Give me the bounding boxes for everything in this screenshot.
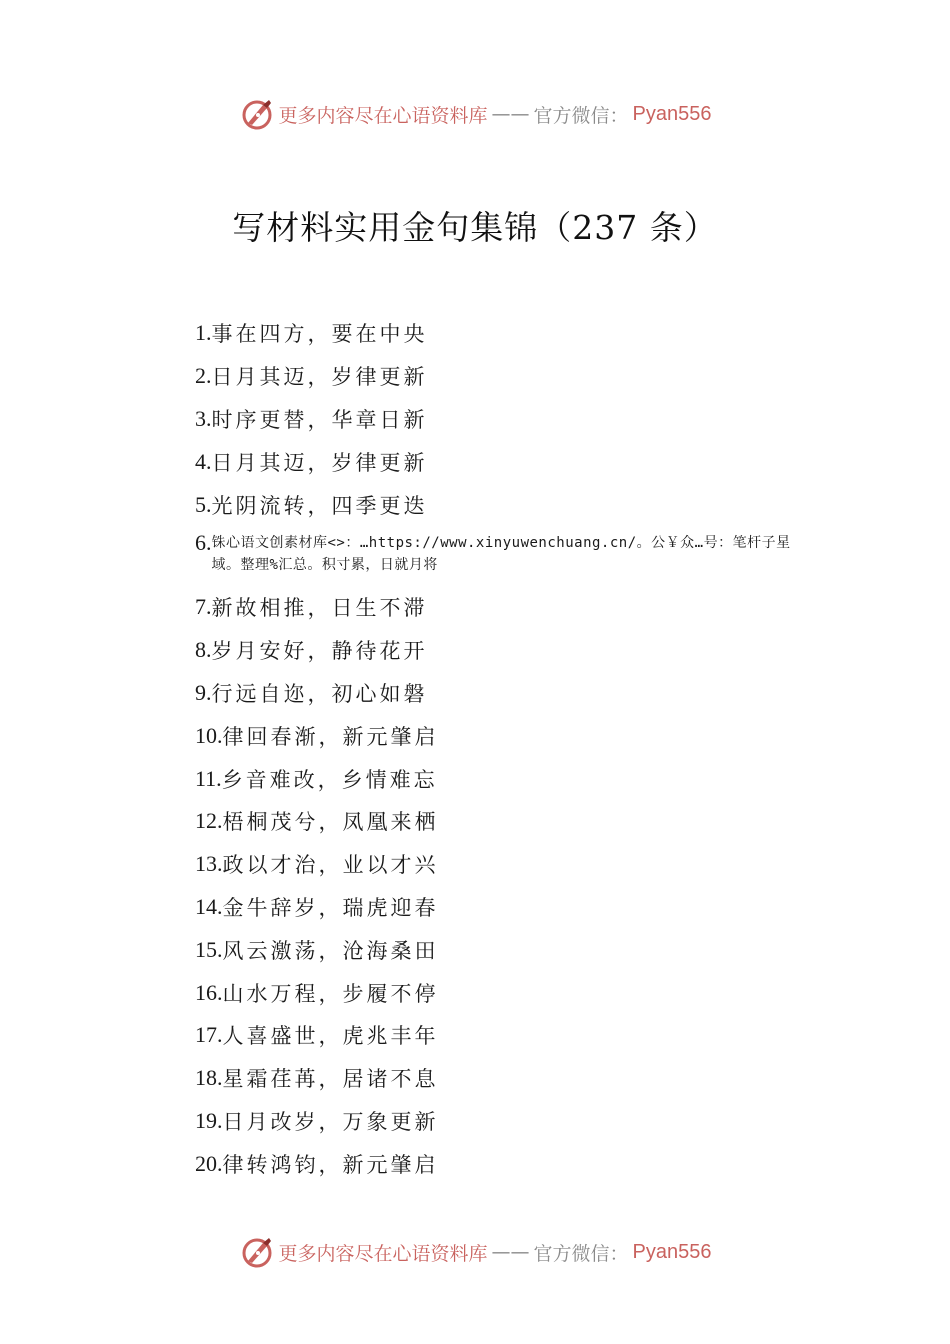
list-item-text: 日月其迈，岁律更新 [211,450,428,475]
list-item-number: 18. [195,1065,223,1091]
banner-dash: —— [491,1241,530,1263]
list-item-number: 11. [195,765,222,791]
list-item-text: 政以才治，业以才兴 [222,853,439,878]
list-item-text: 光阴流转，四季更迭 [211,493,428,518]
document-title: 写材料实用金句集锦（237 条） [232,208,718,247]
quote-list [195,312,835,1185]
list-item [195,1100,835,1143]
list-item-number: 4. [195,448,212,474]
list-item-number: 6. [195,529,212,555]
footer-banner-content [239,1234,712,1270]
list-item-number: 17. [195,1022,223,1048]
list-item-text: 事在四方，要在中央 [211,322,428,347]
list-item [195,1014,835,1057]
list-item-number: 19. [195,1107,223,1133]
header-banner [0,94,950,134]
list-item [195,800,835,843]
list-item-number: 15. [195,936,223,962]
list-item-text: 岁月安好，静待花开 [211,639,428,664]
list-item-text: 行远自迩，初心如磐 [211,681,428,706]
banner-title: 更多内容尽在心语资料库 [278,1242,488,1265]
list-item-number: 2. [195,363,212,389]
list-item-number: 3. [195,405,212,431]
list-item-text: 梧桐茂兮，凤凰来栖 [222,810,439,835]
list-item-text: 山水万程，步履不停 [222,981,439,1006]
list-item-number: 13. [195,851,223,877]
list-item-number: 16. [195,979,223,1005]
banner-wechat-label: 官方微信： [533,104,629,127]
list-item-number: 9. [195,679,212,705]
list-item-number: 8. [195,637,212,663]
list-item-text: 金牛辞岁，瑞虎迎春 [222,895,439,920]
banner-wechat-id: Pyan556 [632,102,712,125]
list-item [195,483,835,526]
list-item-text: 人喜盛世，虎兆丰年 [222,1024,439,1049]
list-item-text: 星霜荏苒，居诸不息 [222,1067,439,1092]
list-item [195,355,835,398]
list-item-number: 14. [195,893,223,919]
list-item-text: 铢心语文创素材库<>：…https://www.xinyuwenchuang.cn/。公￥众…号：笔杆子星域。整理%汇总。积寸累，日就月将 [211,534,791,573]
list-item-number: 20. [195,1150,223,1176]
banner-wechat-label: 官方微信： [533,1242,629,1265]
pen-nib-circle-logo-icon [239,96,275,132]
list-item [195,843,835,886]
list-item [195,312,835,355]
list-item-text: 日月其迈，岁律更新 [211,365,428,390]
list-item-text: 律回春渐，新元肇启 [222,724,439,749]
list-item [195,714,835,757]
list-item [195,398,835,441]
list-item [195,629,835,672]
list-item-text: 风云激荡，沧海桑田 [222,938,439,963]
list-item [195,1057,835,1100]
banner-wechat-id: Pyan556 [632,1240,712,1263]
list-item [195,886,835,929]
list-item-number: 5. [195,491,212,517]
list-item [195,928,835,971]
list-item [195,440,835,483]
header-banner-content [239,96,712,132]
pen-nib-circle-logo-icon [239,1234,275,1270]
banner-title: 更多内容尽在心语资料库 [278,104,488,127]
list-item-text: 乡音难改，乡情难忘 [221,767,438,792]
list-item-number: 7. [195,594,212,620]
list-item-number: 10. [195,722,223,748]
list-item [195,757,835,800]
list-item-text: 律转鸿钧，新元肇启 [222,1152,439,1177]
list-item-text: 新故相推，日生不滞 [211,596,428,621]
list-item-text: 时序更替，华章日新 [211,407,428,432]
list-item-number: 12. [195,808,223,834]
list-item [195,971,835,1014]
list-item [195,586,835,629]
list-item-number: 1. [195,320,212,346]
footer-banner [0,1232,950,1272]
banner-dash: —— [491,103,530,125]
list-item [195,526,835,586]
list-item [195,672,835,715]
list-item [195,1142,835,1185]
list-item-text: 日月改岁，万象更新 [222,1109,439,1134]
